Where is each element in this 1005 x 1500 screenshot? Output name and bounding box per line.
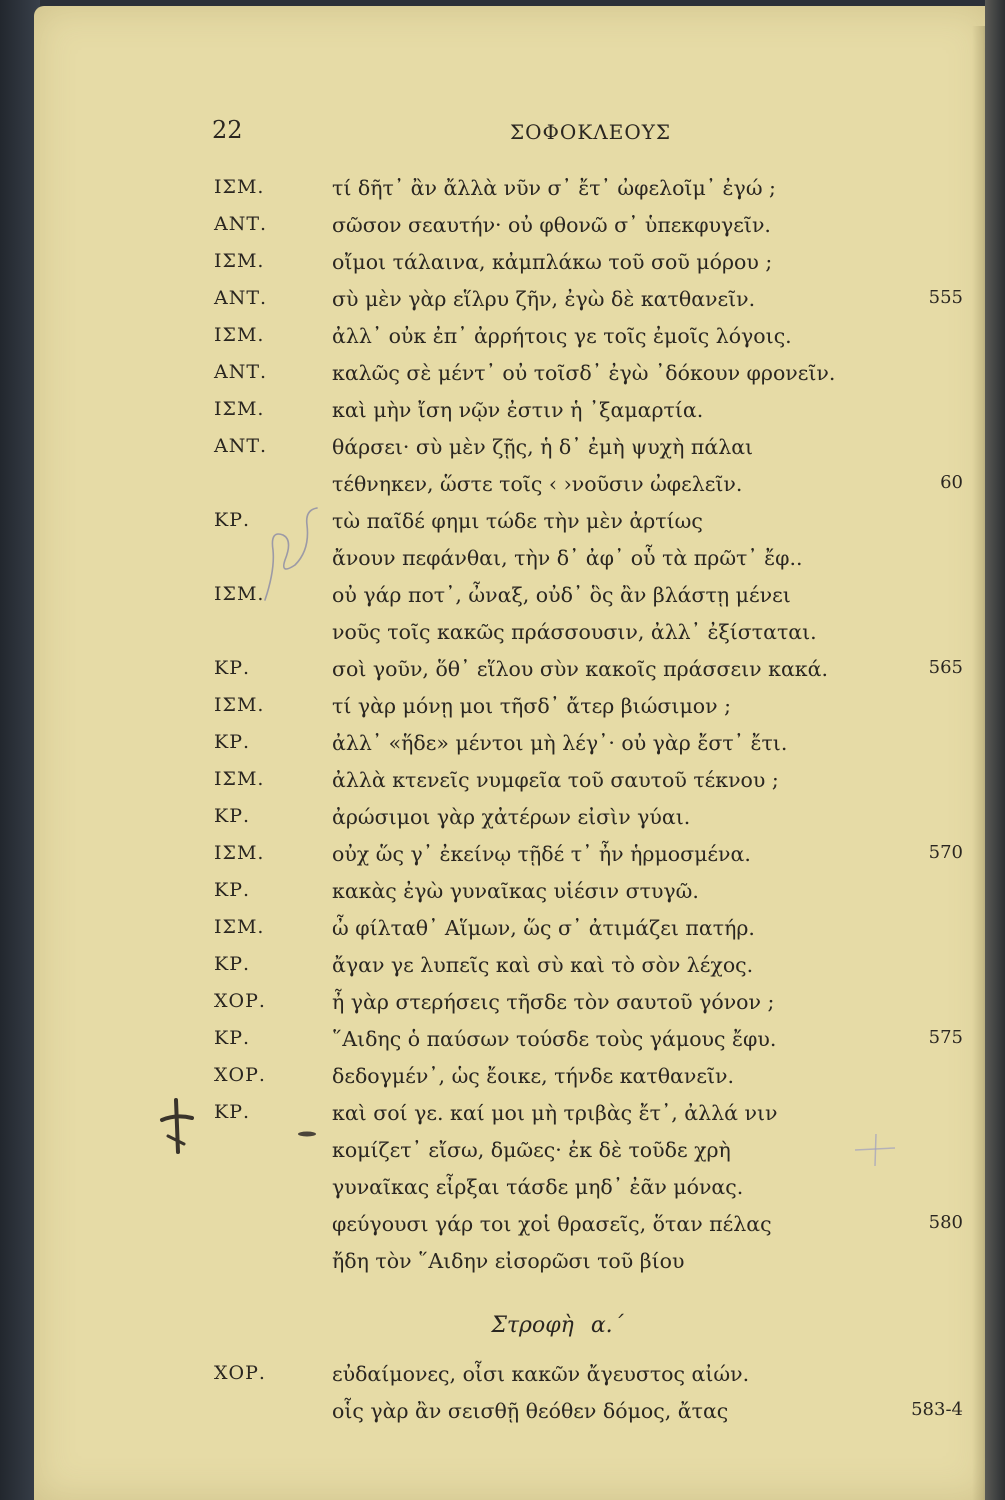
verse-text: κομίζετ᾽ εἴσω, δμῶες· ἐκ δὲ τοῦδε χρὴ (332, 1138, 731, 1162)
speaker-label: ΑΝΤ. (214, 213, 268, 235)
verse-text: εὐδαίμονες, οἶσι κακῶν ἄγευστος αἰών. (332, 1362, 750, 1386)
verse-line (0, 176, 1005, 212)
verse-line (0, 546, 1005, 582)
verse-text: τὼ παῖδέ φημι τώδε τὴν μὲν ἀρτίως (332, 509, 703, 533)
strophe-heading (0, 1313, 1005, 1338)
verse-text: τί γὰρ μόνῃ μοι τῆσδ᾽ ἄτερ βιώσιμον ; (332, 694, 731, 718)
speaker-label: ΑΝΤ. (214, 435, 268, 457)
speaker-label: ΙΣΜ. (214, 250, 265, 272)
speaker-label: ΧΟΡ. (214, 1064, 266, 1086)
pencil-annotation (255, 500, 335, 610)
verse-line (0, 324, 1005, 360)
speaker-label: ΚΡ. (214, 509, 251, 531)
verse-text: οἷς γὰρ ἂν σεισθῇ θεόθεν δόμος, ἄτας (332, 1399, 729, 1423)
verse-text: γυναῖκας εἶρξαι τάσδε μηδ᾽ ἐᾶν μόνας. (332, 1175, 744, 1199)
verse-text: ἀλλ᾽ «ἥδε» μέντοι μὴ λέγ᾽· οὐ γὰρ ἔστ᾽ ἔτι. (332, 731, 788, 755)
verse-line (0, 287, 1005, 323)
verse-text: καὶ σοί γε. καί μοι μὴ τριβὰς ἔτ᾽, ἀλλά νιν (332, 1101, 778, 1125)
line-number: 580 (928, 1212, 963, 1233)
line-number: 555 (928, 287, 963, 308)
verse-text: τί δῆτ᾽ ἂν ἄλλὰ νῦν σ᾽ ἔτ᾽ ὠφελοῖμ᾽ ἐγώ ; (332, 176, 776, 200)
speaker-label: ΙΣΜ. (214, 398, 265, 420)
verse-text: οὐ γάρ ποτ᾽, ὦναξ, οὐδ᾽ ὃς ἂν βλάστῃ μένει (332, 583, 791, 607)
verse-line (0, 1064, 1005, 1100)
verse-line (0, 361, 1005, 397)
verse-line (0, 916, 1005, 952)
verse-line (0, 398, 1005, 434)
verse-text: καὶ μὴν ἴση νῷν ἐστιν ἡ ᾽ξαμαρτία. (332, 398, 704, 422)
verse-line (0, 1175, 1005, 1211)
line-number: 583-4 (911, 1399, 963, 1420)
speaker-label: ΚΡ. (214, 879, 251, 901)
verse-text: θάρσει· σὺ μὲν ζῇς, ἡ δ᾽ ἐμὴ ψυχὴ πάλαι (332, 435, 754, 459)
speaker-label: ΙΣΜ. (214, 176, 265, 198)
strophe-number: α.´ (590, 1313, 624, 1338)
ink-cross-mark (158, 1096, 194, 1156)
line-number: 575 (928, 1027, 963, 1048)
verse-line (0, 1027, 1005, 1063)
verse-text: ἀλλὰ κτενεῖς νυμφεῖα τοῦ σαυτοῦ τέκνου ; (332, 768, 779, 792)
verse-line (0, 620, 1005, 656)
verse-text: φεύγουσι γάρ τοι χοἱ θρασεῖς, ὅταν πέλας (332, 1212, 772, 1236)
speaker-label: ΙΣΜ. (214, 842, 265, 864)
verse-text: ὦ φίλταθ᾽ Αἵμων, ὥς σ᾽ ἀτιμάζει πατήρ. (332, 916, 755, 940)
speaker-label: ΚΡ. (214, 657, 251, 679)
verse-text: σῶσον σεαυτήν· οὐ φθονῶ σ᾽ ὑπεκφυγεῖν. (332, 213, 771, 237)
speaker-label: ΚΡ. (214, 1027, 251, 1049)
verse-text: οἴμοι τάλαινα, κἀμπλάκω τοῦ σοῦ μόρου ; (332, 250, 773, 274)
verse-text: ἄνουν πεφάνθαι, τὴν δ᾽ ἀφ᾽ οὗ τὰ πρῶτ᾽ ἔφ.. (332, 546, 803, 570)
pencil-plus-mark (850, 1130, 900, 1170)
page-header (0, 116, 1005, 156)
verse-line (0, 694, 1005, 730)
verse-text: τέθνηκεν, ὥστε τοῖς ‹ ›νοῦσιν ὠφελεῖν. (332, 472, 743, 496)
speaker-label: ΙΣΜ. (214, 768, 265, 790)
line-number: 565 (928, 657, 963, 678)
strophe-title: Στροφὴ (491, 1313, 574, 1338)
verse-line (0, 731, 1005, 767)
verse-text: νοῦς τοῖς κακῶς πράσσουσιν, ἀλλ᾽ ἐξίσταται. (332, 620, 817, 644)
verse-line (0, 879, 1005, 915)
verse-text: ἄγαν γε λυπεῖς καὶ σὺ καὶ τὸ σὸν λέχος. (332, 953, 754, 977)
line-number: 60 (940, 472, 963, 493)
verse-line (0, 213, 1005, 249)
line-number: 570 (928, 842, 963, 863)
verse-line (0, 1212, 1005, 1248)
verse-text: σὺ μὲν γὰρ εἵλρυ ζῆν, ἐγὼ δὲ κατθανεῖν. (332, 287, 756, 311)
verse-line (0, 805, 1005, 841)
speaker-label: ΑΝΤ. (214, 361, 268, 383)
verse-line (0, 250, 1005, 286)
verse-line (0, 583, 1005, 619)
ink-smudge (296, 1130, 318, 1138)
verse-line (0, 1249, 1005, 1285)
page-number: 22 (212, 116, 243, 144)
verse-line (0, 509, 1005, 545)
verse-line (0, 768, 1005, 804)
speaker-label: ΙΣΜ. (214, 694, 265, 716)
verse-line (0, 953, 1005, 989)
speaker-label: ΚΡ. (214, 731, 251, 753)
verse-line (0, 472, 1005, 508)
verse-text: ἦ γὰρ στερήσεις τῆσδε τὸν σαυτοῦ γόνον ; (332, 990, 775, 1014)
verse-line (0, 1362, 1005, 1398)
verse-text: ῞Αιδης ὁ παύσων τούσδε τοὺς γάμους ἔφυ. (332, 1027, 777, 1051)
verse-line (0, 842, 1005, 878)
verse-line (0, 990, 1005, 1026)
verse-text: ἀρώσιμοι γὰρ χἀτέρων εἰσὶν γύαι. (332, 805, 691, 829)
verse-text: ἤδη τὸν ῞Αιδην εἰσορῶσι τοῦ βίου (332, 1249, 685, 1273)
speaker-label: ΑΝΤ. (214, 287, 268, 309)
verse-line (0, 1399, 1005, 1435)
speaker-label: ΚΡ. (214, 1101, 251, 1123)
verse-text: κακὰς ἐγὼ γυναῖκας υἱέσιν στυγῶ. (332, 879, 699, 903)
speaker-label: ΙΣΜ. (214, 583, 265, 605)
speaker-label: ΙΣΜ. (214, 916, 265, 938)
verse-line (0, 435, 1005, 471)
speaker-label: ΙΣΜ. (214, 324, 265, 346)
speaker-label: ΧΟΡ. (214, 1362, 266, 1384)
verse-text: ἀλλ᾽ οὐκ ἐπ᾽ ἀρρήτοις γε τοῖς ἐμοῖς λόγοις. (332, 324, 792, 348)
speaker-label: ΚΡ. (214, 805, 251, 827)
verse-text: σοὶ γοῦν, ὅθ᾽ εἵλου σὺν κακοῖς πράσσειν κακά. (332, 657, 828, 681)
speaker-label: ΧΟΡ. (214, 990, 266, 1012)
speaker-label: ΚΡ. (214, 953, 251, 975)
verse-text: οὐχ ὥς γ᾽ ἐκείνῳ τῇδέ τ᾽ ἦν ἡρμοσμένα. (332, 842, 751, 866)
verse-text: δεδογμέν᾽, ὡς ἔοικε, τήνδε κατθανεῖν. (332, 1064, 734, 1088)
verse-text: καλῶς σὲ μέντ᾽ οὐ τοῖσδ᾽ ἐγὼ ᾽δόκουν φρονεῖν. (332, 361, 836, 385)
verse-line (0, 657, 1005, 693)
running-title: ΣΟΦΟΚΛΕΟΥΣ (510, 120, 672, 144)
